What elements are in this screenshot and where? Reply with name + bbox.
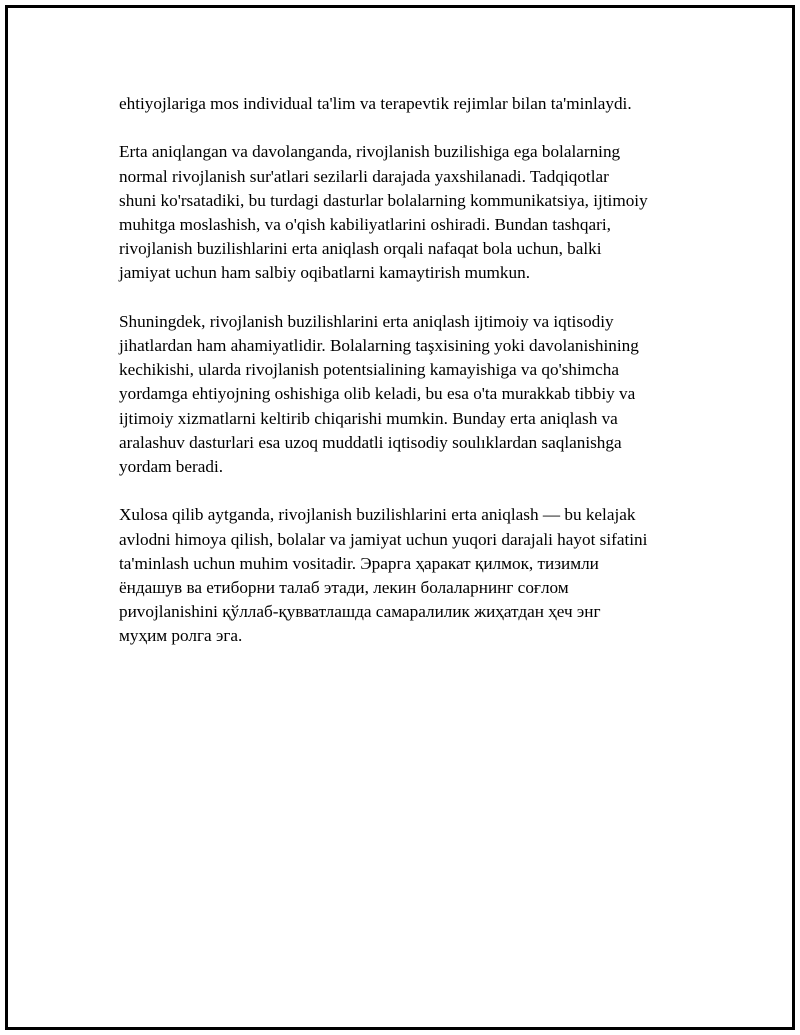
- text-line: ehtiyojlariga mos individual ta'lim va terapevtik rejimlar bilan ta'minlaydi.: [119, 94, 632, 113]
- text-line: ijtimoiy xizmatlarni keltirib chiqarishi mumkin. Bunday erta aniqlash va: [119, 408, 618, 428]
- text-line: aralashuv dasturlari esa uzoq muddatli iqtisodiy soulıklardan saqlanishga: [119, 432, 622, 452]
- document-body: [119, 92, 699, 673]
- text-line: Erta aniqlangan va davolanganda, rivojlanish buzilishiga ega bolalarning: [119, 142, 621, 162]
- paragraph-1: [119, 92, 699, 116]
- paragraph-4: [119, 503, 699, 648]
- text-line: Xulosa qilib aytganda, rivojlanish buzilishlarini erta aniqlash — bu kelajak: [119, 505, 636, 525]
- text-line: normal rivojlanish sur'atlari sezilarli darajada yaxshilanadi. Tadqiqotlar: [119, 166, 609, 186]
- text-line: муҳим ролга эга.: [119, 626, 243, 646]
- text-line: ёндашув ва етиборни талаб этади, лекин болаларнинг соғлом: [119, 578, 569, 598]
- text-line: jihatlardan ham ahamiyatlidir. Bolalarning taşxisining yoki davolanishining: [119, 336, 639, 355]
- text-line: kechikishi, ularda rivojlanish potentsialining kamayishiga va qo'shimcha: [119, 360, 619, 380]
- text-line: muhitga moslashish, va o'qish kabiliyatlarini oshiradi. Bundan tashqari,: [119, 215, 611, 234]
- text-line: rivojlanish buzilishlarini erta aniqlash orqali nafaqat bola uchun, balki: [119, 239, 602, 259]
- text-line: shuni ko'rsatadiki, bu turdagi dasturlar bolalarning kommunikatsiya, ijtimoiy: [119, 190, 648, 210]
- text-line: yordamga ehtiyojning oshishiga olib keladi, bu esa o'ta murakkab tibbiy va: [119, 384, 636, 404]
- text-line: avlodni himoya qilish, bolalar va jamiyat uchun yuqori darajali hayot sifatini: [119, 529, 648, 549]
- text-line: риvojlanishini қўллаб-қувватлашда самаралилик жиҳатдан ҳеч энг: [119, 602, 601, 622]
- text-line: jamiyat uchun ham salbiy oqibatlarni kamaytirish mumkun.: [119, 263, 530, 283]
- paragraph-3: [119, 310, 699, 479]
- text-line: ta'minlash uchun muhim vositadir. Эрарга ҳаракат қилмок, тизимли: [119, 553, 599, 573]
- text-line: Shuningdek, rivojlanish buzilishlarini erta aniqlash ijtimoiy va iqtisodiy: [119, 311, 614, 331]
- text-line: yordam beradi.: [119, 457, 224, 477]
- paragraph-2: [119, 140, 699, 285]
